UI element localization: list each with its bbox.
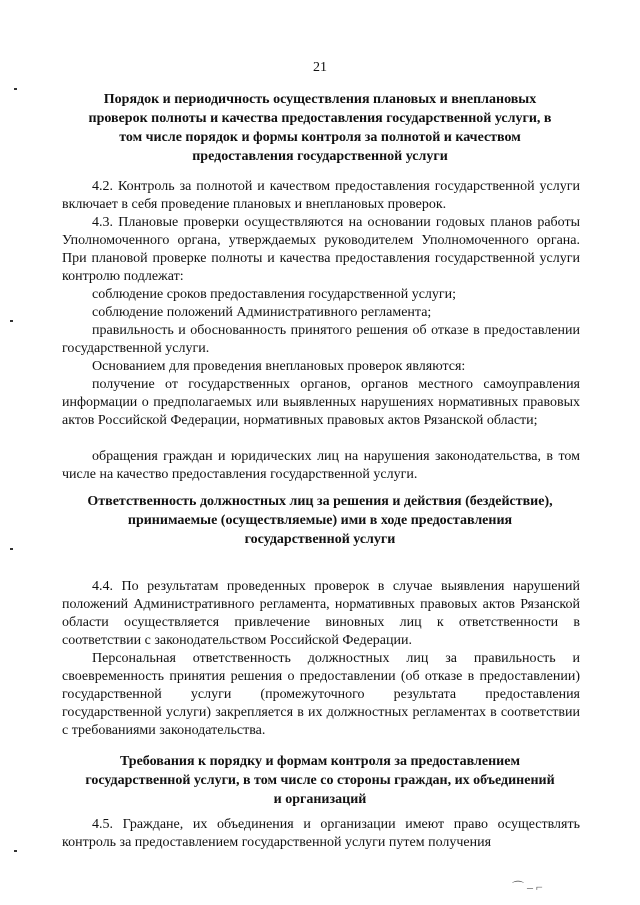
paragraph-4-3: 4.3. Плановые проверки осуществляются на основании годовых планов работы Уполномоченного органа, утверждаемых руководителем Уполномоченного органа. При плановой проверке полноты и качества предоставления государственной услуги контролю подлежат:: [62, 215, 580, 284]
scan-mark: [10, 320, 13, 322]
scan-mark: [10, 548, 13, 550]
scan-mark: [14, 88, 17, 90]
section-heading-control-requirements: Требования к порядку и формам контроля за предоставлением государственной услуги, в том числе со стороны граждан, их объединений и организаций: [85, 754, 555, 807]
section-heading-inspections: Порядок и периодичность осуществления плановых и внеплановых проверок полноты и качества предоставления государственной услуги, в том числе порядок и формы контроля за полнотой и качеством предоставления государственной услуги: [88, 92, 552, 164]
handwritten-mark: ⌒ – ⌐: [512, 880, 543, 894]
paragraph-4-2: 4.2. Контроль за полнотой и качеством предоставления государственной услуги включает в себя проведение плановых и внеплановых проверок.: [62, 179, 580, 212]
list-item-regulation: соблюдение положений Административного регламента;: [92, 305, 432, 320]
list-item-state-bodies: получение от государственных органов, органов местного самоуправления информации о предполагаемых или выявленных нарушениях нормативных правовых актов Российской Федерации, нормативных правовых актов Рязанской области;: [62, 377, 580, 428]
paragraph-4-4: 4.4. По результатам проведенных проверок в случае выявления нарушений положений Административного регламента, нормативных правовых актов Рязанской области осуществляется привлечение виновных лиц к ответственности в соответствии с законодательством Российской Федерации.: [62, 579, 580, 648]
paragraph-unscheduled-grounds: Основанием для проведения внеплановых проверок являются:: [92, 359, 466, 374]
page-number: 21: [313, 60, 327, 75]
list-item-deadlines: соблюдение сроков предоставления государственной услуги;: [92, 287, 457, 302]
section-heading-responsibility: Ответственность должностных лиц за решения и действия (бездействие), принимаемые (осуществляемые) ими в ходе предоставления государственной услуги: [87, 494, 553, 547]
paragraph-personal-responsibility: Персональная ответственность должностных лиц за правильность и своевременность принятия решения о предоставлении (об отказе в предоставлении) государственной услуги (промежуточного результата предоставления государственной услуги) закрепляется в их должностных регламентах в соответствии с требованиями законодательства.: [62, 651, 580, 738]
scan-mark: [14, 850, 17, 852]
list-item-correctness: правильность и обоснованность принятого решения об отказе в предоставлении государственной услуги.: [62, 323, 580, 356]
list-item-citizen-appeals: обращения граждан и юридических лиц на нарушения законодательства, в том числе на качество предоставления государственной услуги.: [62, 449, 580, 482]
paragraph-4-5: 4.5. Граждане, их объединения и организации имеют право осуществлять контроль за предоставлением государственной услуги путем получения: [62, 817, 580, 850]
